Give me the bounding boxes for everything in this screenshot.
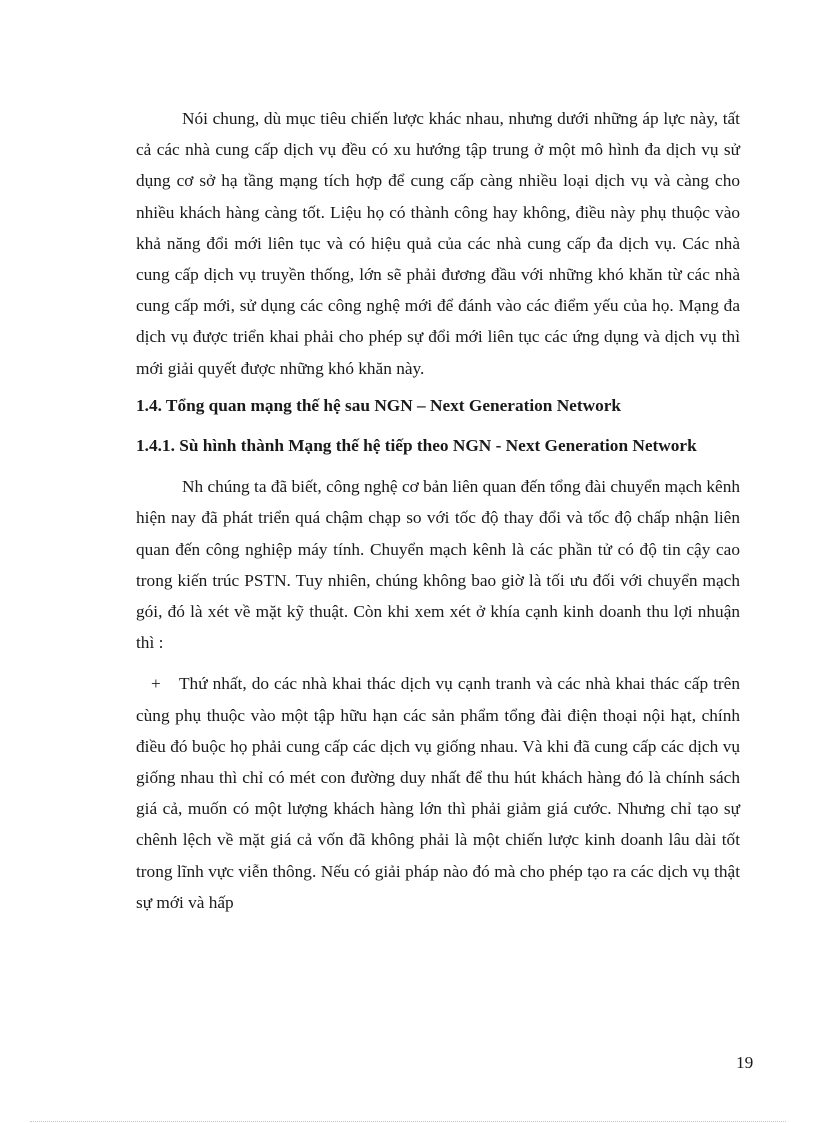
paragraph-background: Nh chúng ta đã biết, công nghệ cơ bản liên quan đến tổng đài chuyển mạch kênh hiện nay đã phát triển quá chậm chạp so với tốc độ thay đổi và tốc độ chấp nhận liên quan đến công nghiệp máy tính. Chuyển mạch kênh là các phần tử có độ tin cậy cao trong kiến trúc PSTN. Tuy nhiên, chúng không bao giờ là tối ưu đối với chuyển mạch gói, đó là xét về mặt kỹ thuật. Còn khi xem xét ở khía cạnh kinh doanh thu lợi nhuận thì : [136,477,740,653]
paragraph-intro: Nói chung, dù mục tiêu chiến lược khác nhau, nhưng dưới những áp lực này, tất cả các nhà cung cấp dịch vụ đều có xu hướng tập trung ở một mô hình đa dịch vụ sử dụng cơ sở hạ tầng mạng tích hợp để cung cấp càng nhiều loại dịch vụ và càng cho nhiều khách hàng càng tốt. Liệu họ có thành công hay không, điều này phụ thuộc vào khả năng đổi mới liên tục và có hiệu quả của các nhà cung cấp đa dịch vụ. Các nhà cung cấp dịch vụ truyền thống, lớn sẽ phải đương đầu với những khó khăn từ các nhà cung cấp mới, sử dụng các công nghệ mới để đánh vào các điểm yếu của họ. Mạng đa dịch vụ được triển khai phải cho phép sự đổi mới liên tục các ứng dụng và dịch vụ thì mới giải quyết được những khó khăn này. [136,109,740,378]
bullet-item-first [136,668,740,918]
page-number: 19 [736,1053,754,1072]
subsection-heading-1-4-1: 1.4.1. Sù hình thành Mạng thế hệ tiếp theo NGN - Next Generation Network [136,436,697,456]
bullet-text: Thứ nhất, do các nhà khai thác dịch vụ cạnh tranh và các nhà khai thác cấp trên cùng phụ thuộc vào một tập hữu hạn các sản phẩm tổng đài điện thoại nội hạt, chính điều đó buộc họ phải cung cấp các dịch vụ giống nhau. Và khi đã cung cấp các dịch vụ giống nhau thì chỉ có mét con đường duy nhất để thu hút khách hàng đó là chính sách giá cả, muốn có một lượng khách hàng lớn thì phải giảm giá cước. Nhưng chỉ tạo sự chênh lệch về mặt giá cả vốn đã không phải là một chiến lược kinh doanh lâu dài tốt trong lĩnh vực viễn thông. Nếu có giải pháp nào đó mà cho phép tạo ra các dịch vụ thật sự mới và hấp [136,674,740,912]
bullet-mark: + [151,674,161,694]
page-bottom-divider [30,1121,786,1122]
section-heading-1-4: 1.4. Tổng quan mạng thế hệ sau NGN – Next Generation Network [136,395,622,415]
page-content [136,103,740,918]
